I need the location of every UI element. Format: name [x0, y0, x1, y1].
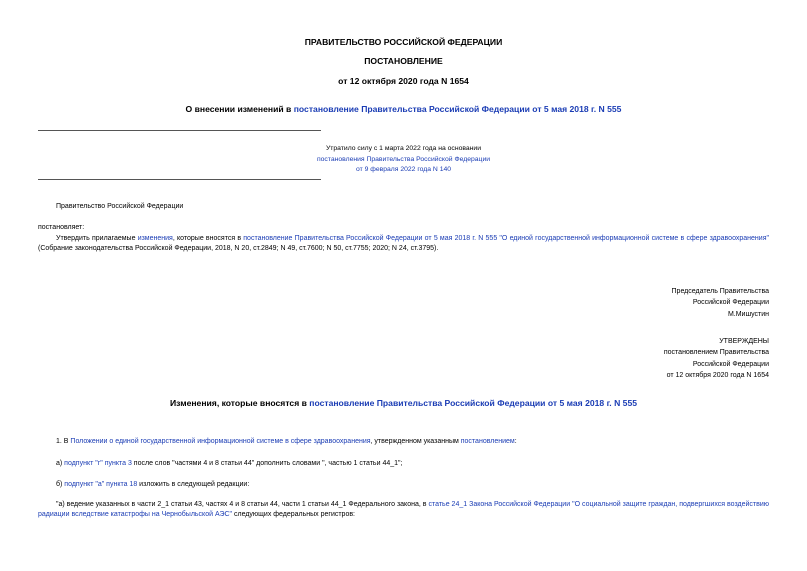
quote-prefix: "а) ведение указанных в части 2_1 статьи 43, частях 4 и 8 статьи 44, части 1 статьи 44_1 Федерального закона, в [56, 501, 429, 508]
document-date-number: от 12 октября 2020 года N 1654 [338, 76, 469, 86]
approve-mid: , которые вносятся в [172, 235, 244, 242]
item-a-prefix: а) [56, 460, 65, 467]
changes-link[interactable]: изменения [137, 235, 173, 242]
regulation-link[interactable]: Положении о единой государственной информационной системе в сфере здравоохранения [70, 438, 371, 445]
changes-title [0, 398, 807, 408]
item-1 [38, 437, 769, 447]
item-b-prefix: б) [56, 481, 65, 488]
approved-block [664, 336, 769, 381]
approved-heading: УТВЕРЖДЕНЫ [719, 338, 769, 345]
approved-org: Российской Федерации [692, 360, 769, 368]
changes-title-prefix: Изменения, которые вносятся в [169, 398, 310, 408]
status-top-rule [38, 130, 321, 131]
item-1-prefix: 1. В [56, 438, 71, 445]
approve-suffix: (Собрание законодательства Российской Федерации, 2018, N 20, ст.2849; N 49, ст.7600; N 50, ст.7755; 2020; N 24, ст.3795). [38, 245, 439, 252]
document-type: ПОСТАНОВЛЕНИЕ [364, 56, 443, 66]
item-1-mid: , утвержденном указанным [370, 438, 461, 445]
status-line: Утратило силу с 1 марта 2022 года на основании [325, 145, 482, 152]
approve-prefix: Утвердить прилагаемые [56, 235, 138, 242]
item-b [38, 480, 769, 490]
signature-org: Российской Федерации [692, 299, 769, 307]
signature-block [672, 286, 769, 320]
item-1-suffix: : [514, 438, 517, 445]
approved-date: от 12 октября 2020 года N 1654 [666, 371, 769, 379]
chernobyl-law-link[interactable]: статье 24_1 Закона Российской Федерации "О социальной защите граждан, подвергшихся воздействию радиации вследствие катастрофы на Чернобыльской АЭС" [38, 501, 769, 518]
item-a-suffix: после слов "частями 4 и 8 статьи 44" дополнить словами ", частью 1 статьи 44_1"; [131, 460, 403, 467]
item-a [38, 459, 769, 469]
changes-title-link[interactable]: постановление Правительства Российской Федерации от 5 мая 2018 г. N 555 [309, 398, 637, 408]
quote-paragraph [38, 500, 769, 520]
quote-suffix: следующих федеральных регистров: [232, 511, 356, 518]
subitem-g-link[interactable]: подпункт "г" пункта 3 [64, 460, 132, 467]
title-link-decree-555[interactable]: постановление Правительства Российской Федерации от 5 мая 2018 г. N 555 [293, 104, 622, 114]
document-title [0, 104, 807, 114]
government-heading: ПРАВИТЕЛЬСТВО РОССИЙСКОЙ ФЕДЕРАЦИИ [304, 37, 503, 47]
status-link-date[interactable]: от 9 февраля 2022 года N 140 [355, 166, 452, 173]
status-note [0, 144, 807, 176]
item-b-suffix: изложить в следующей редакции: [137, 481, 250, 488]
decree-link[interactable]: постановлением [460, 438, 515, 445]
status-bottom-rule [38, 179, 321, 180]
document-title-prefix: О внесении изменений в [185, 104, 294, 114]
decree-555-link[interactable]: постановление Правительства Российской Федерации от 5 мая 2018 г. N 555 "О единой государственной информационной системе в сфере здравоохранения" [243, 235, 769, 242]
signature-title: Председатель Правительства [671, 288, 769, 295]
intro-text: Правительство Российской Федерации [56, 203, 184, 210]
status-link-decree[interactable]: постановления Правительства Российской Федерации [316, 155, 491, 163]
subitem-a-link[interactable]: подпункт "а" пункта 18 [64, 481, 138, 488]
decides-text: постановляет: [38, 224, 85, 231]
signature-name: М.Мишустин [727, 310, 769, 318]
approve-paragraph [38, 234, 769, 254]
approved-by: постановлением Правительства [663, 349, 769, 357]
